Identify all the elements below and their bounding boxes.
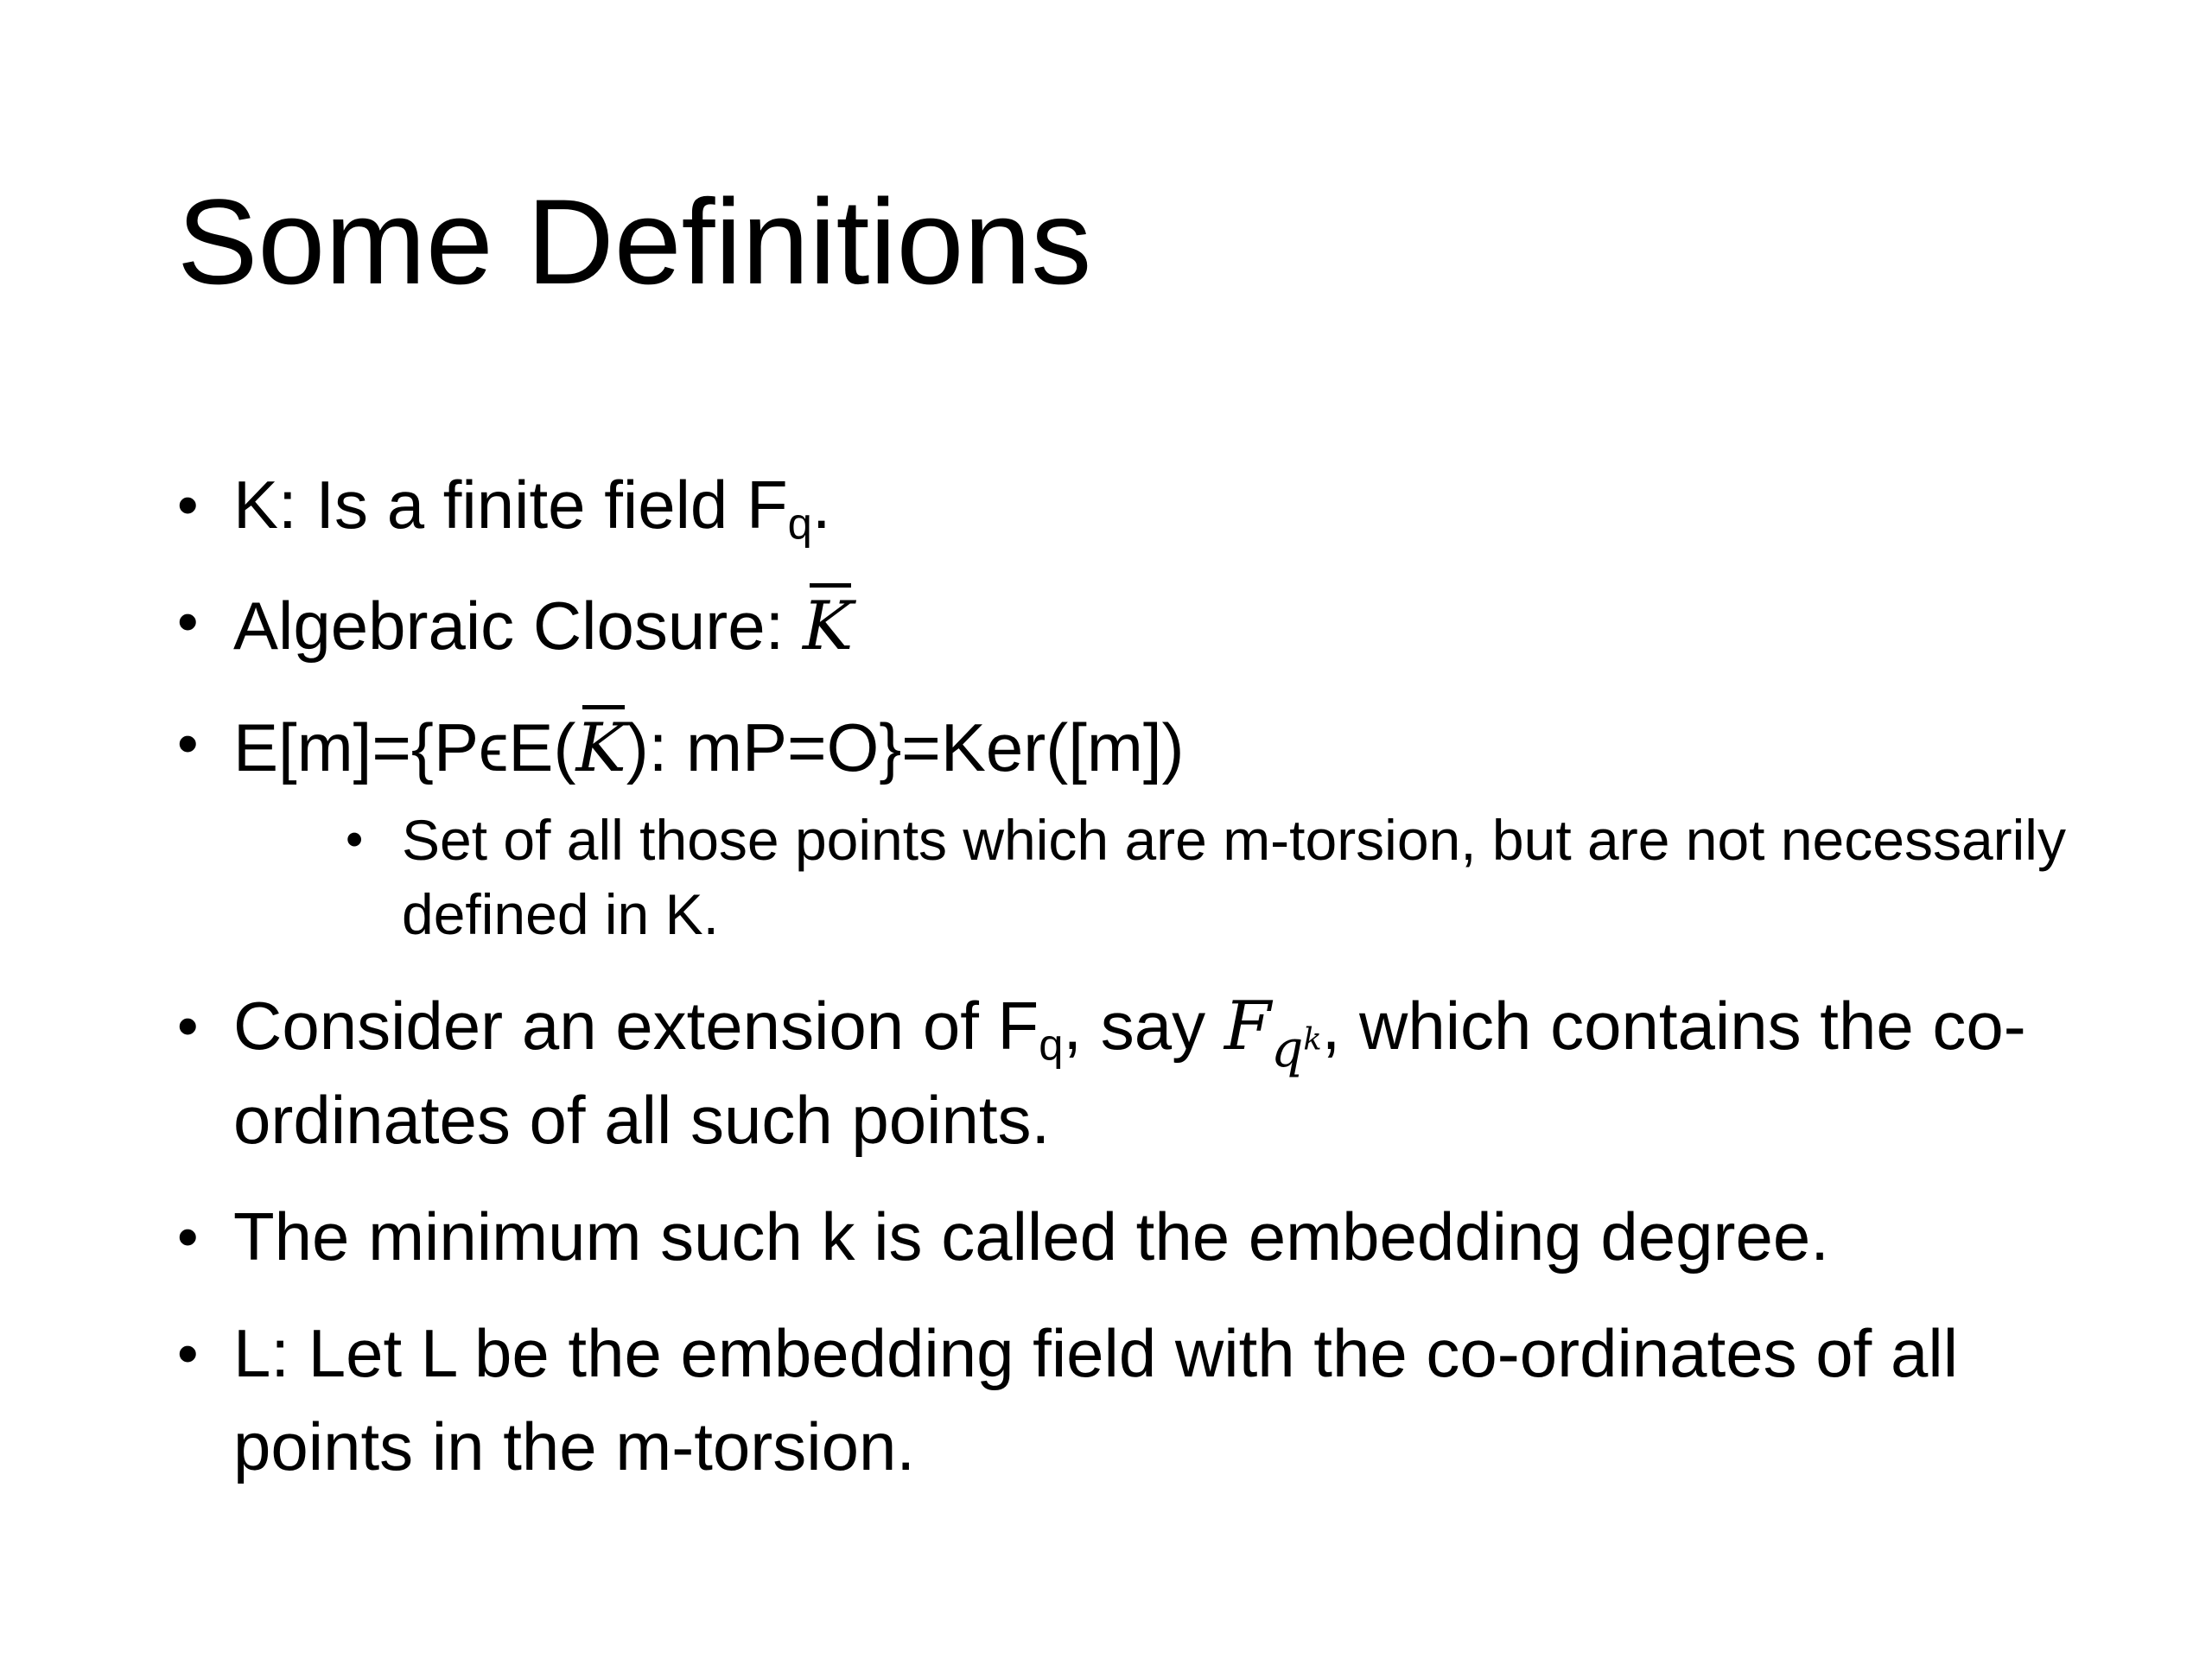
- bullet-text: Algebraic Closure:: [233, 588, 803, 664]
- bullet-dot-icon: •: [177, 471, 199, 538]
- bullet-text: E[m]={PϵE(: [233, 709, 576, 785]
- bullet-torsion-definition: [177, 696, 2104, 795]
- bullet-dot-icon: •: [177, 992, 199, 1059]
- subscript: q: [787, 499, 812, 549]
- subscript: q: [1039, 1020, 1064, 1070]
- bullet-text-mid: , say: [1063, 988, 1224, 1064]
- math-sub-q: q: [1270, 1020, 1304, 1079]
- math-superscript: k: [1303, 1022, 1322, 1058]
- math-subscript: [1271, 1020, 1322, 1078]
- bullet-list: [177, 458, 2104, 1516]
- k-bar-symbol: K: [575, 696, 626, 795]
- bullet-dot-icon: •: [177, 1203, 199, 1270]
- sub-bullet-text: Set of all those points which are m-torsion, but are not necessarily defined in K.: [402, 808, 2066, 946]
- bullet-finite-field: [177, 458, 2104, 551]
- slide-title: Some Definitions: [177, 174, 1092, 309]
- bullet-dot-icon: •: [346, 811, 364, 868]
- f-q-k-symbol: [1224, 988, 1322, 1079]
- bullet-text: Consider an extension of F: [233, 988, 1039, 1064]
- bullet-text: The minimum such k is called the embedding degree.: [233, 1198, 1829, 1274]
- bullet-text-end: .: [811, 467, 831, 543]
- sub-bullet-m-torsion: [346, 803, 2087, 951]
- k-bar-symbol: K: [803, 575, 853, 673]
- bullet-text-end: , which contains the co-ordinates of all such points.: [233, 988, 2026, 1158]
- bullet-text-end: ): mP=O}=Ker([m]): [626, 709, 1185, 785]
- bullet-embedding-degree: [177, 1190, 2104, 1283]
- bullet-dot-icon: •: [177, 709, 199, 777]
- bullet-dot-icon: •: [177, 588, 199, 655]
- bullet-dot-icon: •: [177, 1319, 199, 1387]
- bullet-extension-field: [177, 979, 2104, 1166]
- math-base: F: [1224, 988, 1271, 1065]
- bullet-text: K: Is a finite field F: [233, 467, 788, 543]
- bullet-text: L: Let L be the embedding field with the co-ordinates of all points in the m-torsion.: [233, 1315, 1959, 1484]
- bullet-algebraic-closure: [177, 575, 2104, 673]
- bullet-embedding-field: [177, 1306, 2104, 1493]
